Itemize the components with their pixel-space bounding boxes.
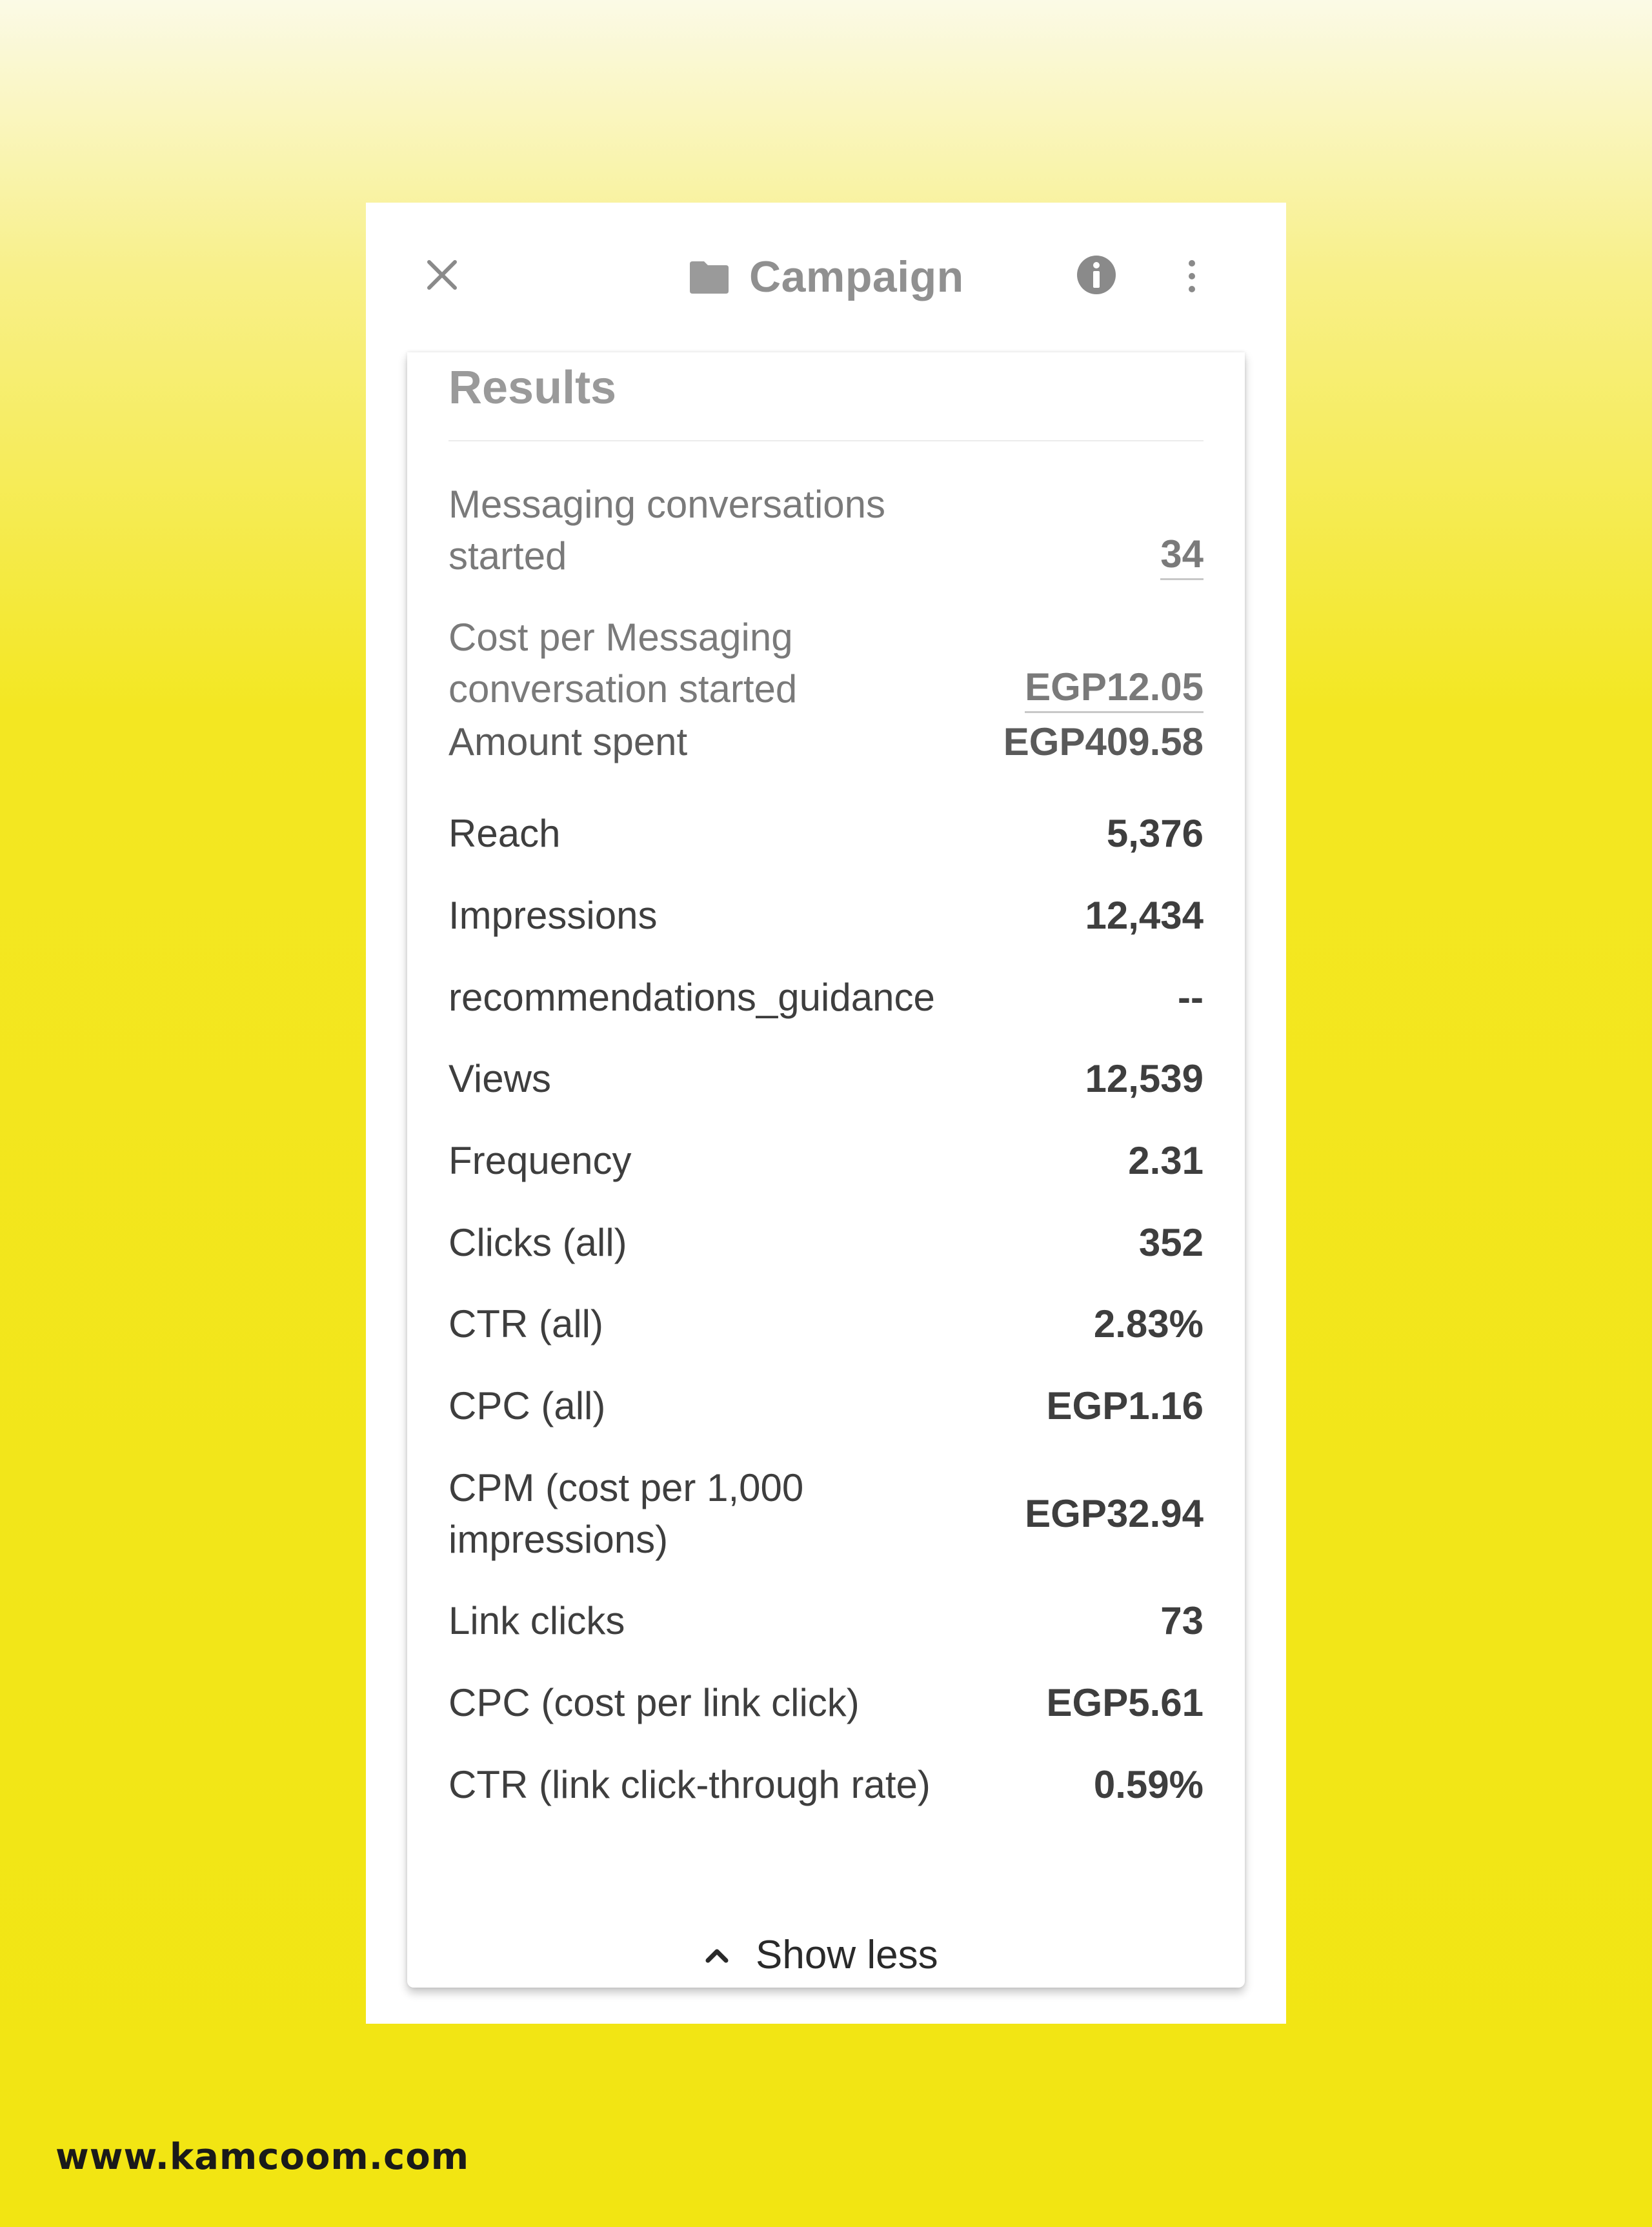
website-watermark: www.kamcoom.com [55, 2136, 470, 2178]
info-icon[interactable] [1076, 254, 1117, 296]
metric-label: Impressions [448, 894, 658, 937]
metric-value: 0.59% [1093, 1763, 1204, 1806]
metric-value: 2.83% [1093, 1302, 1204, 1345]
metric-value[interactable]: 34 [1160, 530, 1204, 580]
show-less-button[interactable] [704, 1926, 938, 1984]
metric-label: Amount spent [448, 720, 688, 763]
chevron-up-icon [704, 1945, 730, 1964]
metric-value: 5,376 [1106, 812, 1204, 855]
campaign-panel [366, 203, 1286, 2024]
metric-value: -- [1178, 976, 1204, 1019]
header-title-group [689, 248, 964, 306]
metric-label: CTR (link click-through rate) [448, 1763, 931, 1806]
results-heading: Results [448, 362, 617, 414]
metric-label: Clicks (all) [448, 1221, 627, 1264]
close-icon[interactable] [423, 256, 461, 294]
metric-row-messaging-conversations [448, 479, 1204, 582]
metric-value: 73 [1160, 1599, 1204, 1642]
metric-value: 2.31 [1128, 1139, 1204, 1182]
show-less-label: Show less [756, 1932, 938, 1977]
page-title: Campaign [749, 252, 964, 301]
metric-label: CTR (all) [448, 1302, 603, 1345]
metric-value: EGP32.94 [1025, 1492, 1204, 1535]
metric-value: 12,539 [1085, 1057, 1204, 1100]
metric-label: CPC (all) [448, 1384, 606, 1427]
metric-value: 12,434 [1085, 894, 1204, 937]
metric-label: Views [448, 1057, 551, 1100]
results-card [407, 352, 1245, 1988]
folder-icon [689, 259, 730, 295]
metric-label: CPM (cost per 1,000 [448, 1466, 804, 1509]
metric-label: impressions) [448, 1518, 669, 1561]
metric-value[interactable]: EGP12.05 [1025, 663, 1204, 713]
divider [448, 440, 1204, 441]
metric-label: Link clicks [448, 1599, 625, 1642]
panel-header [366, 203, 1286, 352]
metric-value: 352 [1138, 1221, 1204, 1264]
metric-label: recommendations_guidance [448, 976, 935, 1019]
metric-label: Frequency [448, 1139, 632, 1182]
more-vertical-icon[interactable] [1184, 256, 1200, 297]
metric-label: CPC (cost per link click) [448, 1681, 860, 1724]
metric-row-cpm [448, 1462, 1204, 1566]
metric-row-cost-per-messaging [448, 612, 1204, 715]
metric-value: EGP1.16 [1046, 1384, 1204, 1427]
metric-label: Cost per Messaging [448, 616, 793, 659]
metric-value: EGP5.61 [1046, 1681, 1204, 1724]
metric-label: conversation started [448, 667, 798, 710]
metric-label: Reach [448, 812, 561, 855]
metric-label: Messaging conversations [448, 483, 886, 526]
metric-value: EGP409.58 [1003, 720, 1204, 763]
metric-label: started [448, 534, 567, 578]
